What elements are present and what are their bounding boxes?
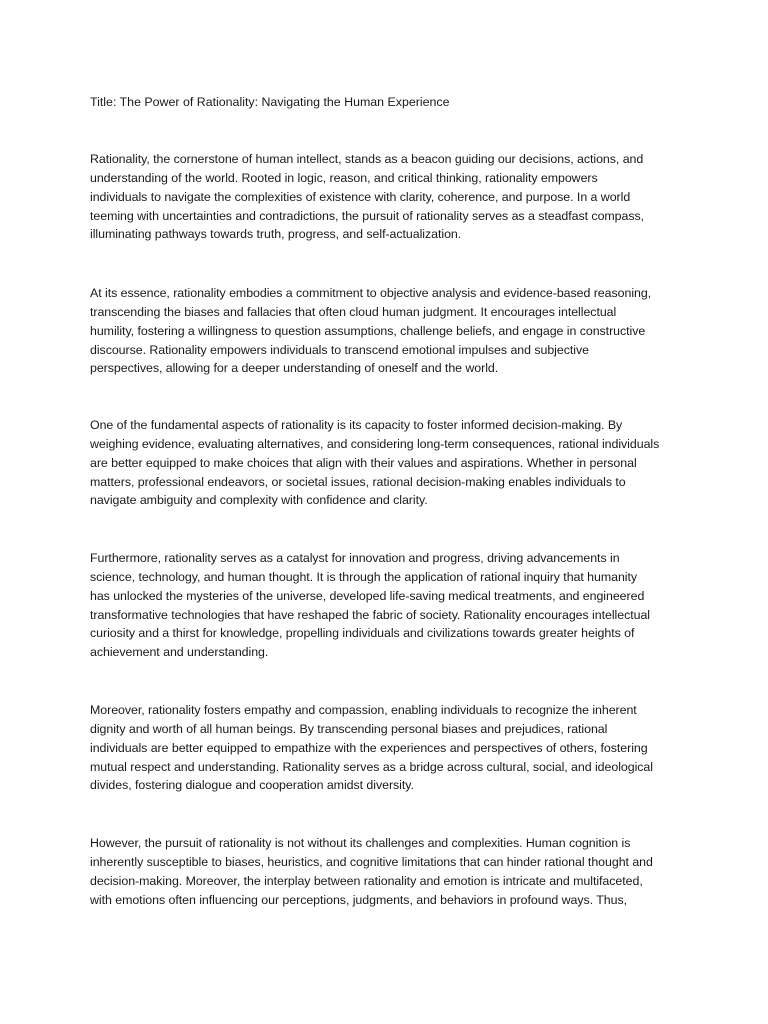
text-line: are better equipped to make choices that align with their values and aspirations. Whether in personal	[90, 455, 637, 470]
text-line: achievement and understanding.	[90, 645, 269, 660]
text-line: matters, professional endeavors, or societal issues, rational decision-making enables individuals to	[90, 474, 626, 489]
text-line: divides, fostering dialogue and cooperation amidst diversity.	[90, 778, 414, 793]
text-line: Rationality, the cornerstone of human intellect, stands as a beacon guiding our decisions, actions, and	[90, 152, 644, 166]
text-line: At its essence, rationality embodies a commitment to objective analysis and evidence-based reasoning,	[90, 286, 652, 300]
text-line: has unlocked the mysteries of the universe, developed life-saving medical treatments, and engineered	[90, 588, 645, 603]
text-line: Furthermore, rationality serves as a catalyst for innovation and progress, driving advancements in	[90, 551, 620, 565]
text-line: individuals are better equipped to empathize with the experiences and perspectives of others, fostering	[90, 740, 648, 755]
text-line: teeming with uncertainties and contradictions, the pursuit of rationality serves as a steadfast compass,	[90, 208, 645, 223]
text-line: dignity and worth of all human beings. By transcending personal biases and prejudices, rational	[90, 721, 608, 736]
text-line: understanding of the world. Rooted in logic, reason, and critical thinking, rationality empowers	[90, 170, 598, 185]
text-line: discourse. Rationality empowers individuals to transcend emotional impulses and subjective	[90, 342, 589, 357]
text-line: transcending the biases and fallacies that often cloud human judgment. It encourages intellectual	[90, 304, 617, 319]
text-line: weighing evidence, evaluating alternatives, and considering long-term consequences, rational individuals	[90, 436, 660, 451]
text-line: However, the pursuit of rationality is not without its challenges and complexities. Human cognition is	[90, 836, 631, 850]
text-line: One of the fundamental aspects of rationality is its capacity to foster informed decision-making. By	[90, 418, 623, 432]
paragraph-4	[90, 549, 690, 662]
paragraph-2	[90, 284, 690, 378]
text-line: curiosity and a thirst for knowledge, propelling individuals and civilizations towards greater heights of	[90, 626, 635, 641]
paragraph-1	[90, 150, 690, 244]
text-line: inherently susceptible to biases, heuristics, and cognitive limitations that can hinder rational thought and	[90, 854, 653, 869]
text-line: humility, fostering a willingness to question assumptions, challenge beliefs, and engage in constructive	[90, 323, 646, 338]
text-line: decision-making. Moreover, the interplay between rationality and emotion is intricate and multifaceted,	[90, 873, 643, 888]
text-line: transformative technologies that have reshaped the fabric of society. Rationality encourages intellectual	[90, 607, 650, 622]
paragraph-6	[90, 834, 690, 909]
text-line: mutual respect and understanding. Rationality serves as a bridge across cultural, social, and ideological	[90, 759, 653, 774]
paragraph-5	[90, 701, 690, 795]
text-line: with emotions often influencing our perceptions, judgments, and behaviors in profound ways. Thus,	[90, 892, 627, 907]
text-line: navigate ambiguity and complexity with confidence and clarity.	[90, 493, 428, 508]
paragraph-3	[90, 416, 690, 510]
document-title: Title: The Power of Rationality: Navigating the Human Experience	[90, 95, 450, 109]
text-line: individuals to navigate the complexities of existence with clarity, coherence, and purpose. In a world	[90, 189, 631, 204]
text-line: Moreover, rationality fosters empathy and compassion, enabling individuals to recognize the inherent	[90, 703, 637, 717]
text-line: perspectives, allowing for a deeper understanding of oneself and the world.	[90, 361, 499, 376]
text-line: science, technology, and human thought. It is through the application of rational inquiry that humanity	[90, 569, 638, 584]
text-line: illuminating pathways towards truth, progress, and self-actualization.	[90, 227, 462, 242]
